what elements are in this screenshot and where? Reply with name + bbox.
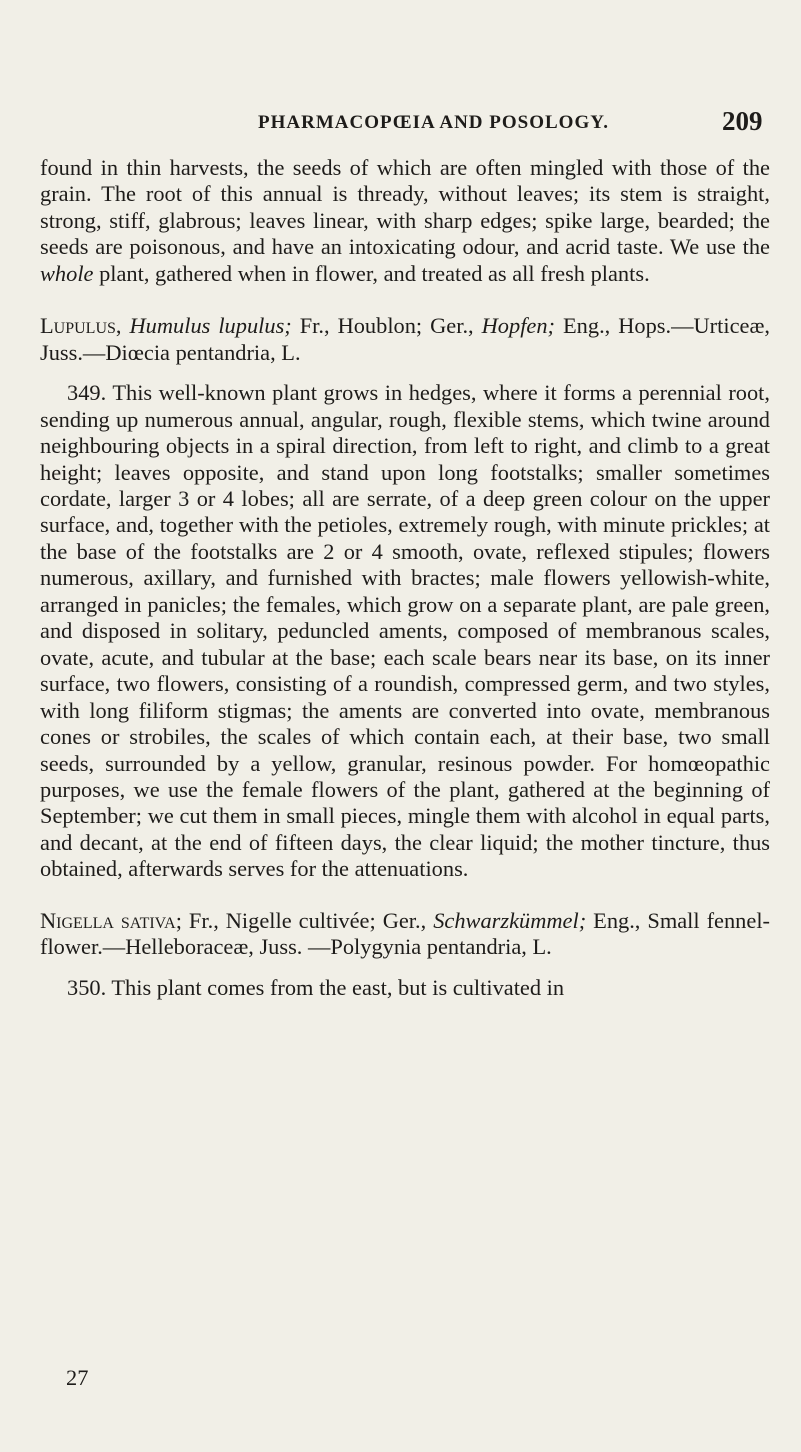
running-head — [0, 106, 801, 142]
entry-heading-lupulus — [40, 313, 770, 366]
paragraph-349: 349. This well-known plant grows in hedges, where it forms a perennial root, sending up numerous annual, angular, rough, flexible stems, which twine around neighbouring objects in a spiral direction, from left to right, and climb to a great height; leaves opposite, and stand upon long footstalks; smaller sometimes cordate, larger 3 or 4 lobes; all are serrate, of a deep green colour on the upper surface, and, together with the petioles, extremely rough, with minute prickles; at the base of the footstalks are 2 or 4 smooth, ovate, reflexed stipules; flowers numerous, axillary, and furnished with bractes; male flowers yellowish-white, arranged in panicles; the females, which grow on a separate plant, are pale green, and disposed in solitary, peduncled aments, composed of membranous scales, ovate, acute, and tubular at the base; each scale bears near its base, on its inner surface, two flowers, consisting of a roundish, compressed germ, and two styles, with long filiform stigmas; the aments are converted into ovate, membranous cones or strobiles, the scales of which contain each, at their base, two small seeds, surrounded by a yellow, granular, resinous powder. For homœopathic purposes, we use the female flowers of the plant, gathered at the beginning of September; we cut them in small pieces, mingle them with alcohol in equal parts, and decant, at the end of fifteen days, the clear liquid; the mother tincture, thus obtained, afterwards serves for the attenuations. — [40, 380, 770, 882]
italic-word: whole — [40, 260, 94, 286]
entry-heading-nigella — [40, 908, 770, 961]
french-name: Fr., Nigelle cultivée; Ger., — [181, 907, 434, 933]
signature-mark: 27 — [66, 1365, 89, 1390]
paragraph-continuation — [40, 155, 770, 287]
paragraph-text: found in thin harvests, the seeds of which are often mingled with those of the grain. The root of this annual is thready, without leaves; its stem is straight, strong, stiff, glabrous; leaves linear, with sharp edges; spike large, bearded; the seeds are poisonous, and have an intoxicating odour, and acrid taste. We use the — [40, 155, 770, 260]
running-title: PHARMACOPŒIA AND POSOLOGY. — [258, 112, 609, 133]
paragraph-text-end: plant, gathered when in flower, and treated as all fresh plants. — [93, 260, 650, 286]
classification: Eng., Small fennel-flower.—Helleboraceæ, Juss. —Polygynia pentandria, L. — [40, 907, 770, 960]
german-name: Hopfen; — [481, 313, 556, 339]
latin-name: Humulus lupulus; — [129, 313, 292, 339]
page-number: 209 — [722, 106, 763, 136]
german-name: Schwarzkümmel; — [433, 907, 587, 933]
entry-name: Lupulus, — [40, 313, 122, 339]
entry-name: Nigella sativa; — [40, 907, 182, 933]
french-name: Fr., Houblon; Ger., — [291, 313, 482, 339]
body-text — [40, 155, 770, 1001]
classification: Eng., Hops.—Urticeæ, Juss.—Diœcia pentandria, L. — [40, 313, 770, 365]
paragraph-350: 350. This plant comes from the east, but is cultivated in — [67, 974, 565, 1000]
